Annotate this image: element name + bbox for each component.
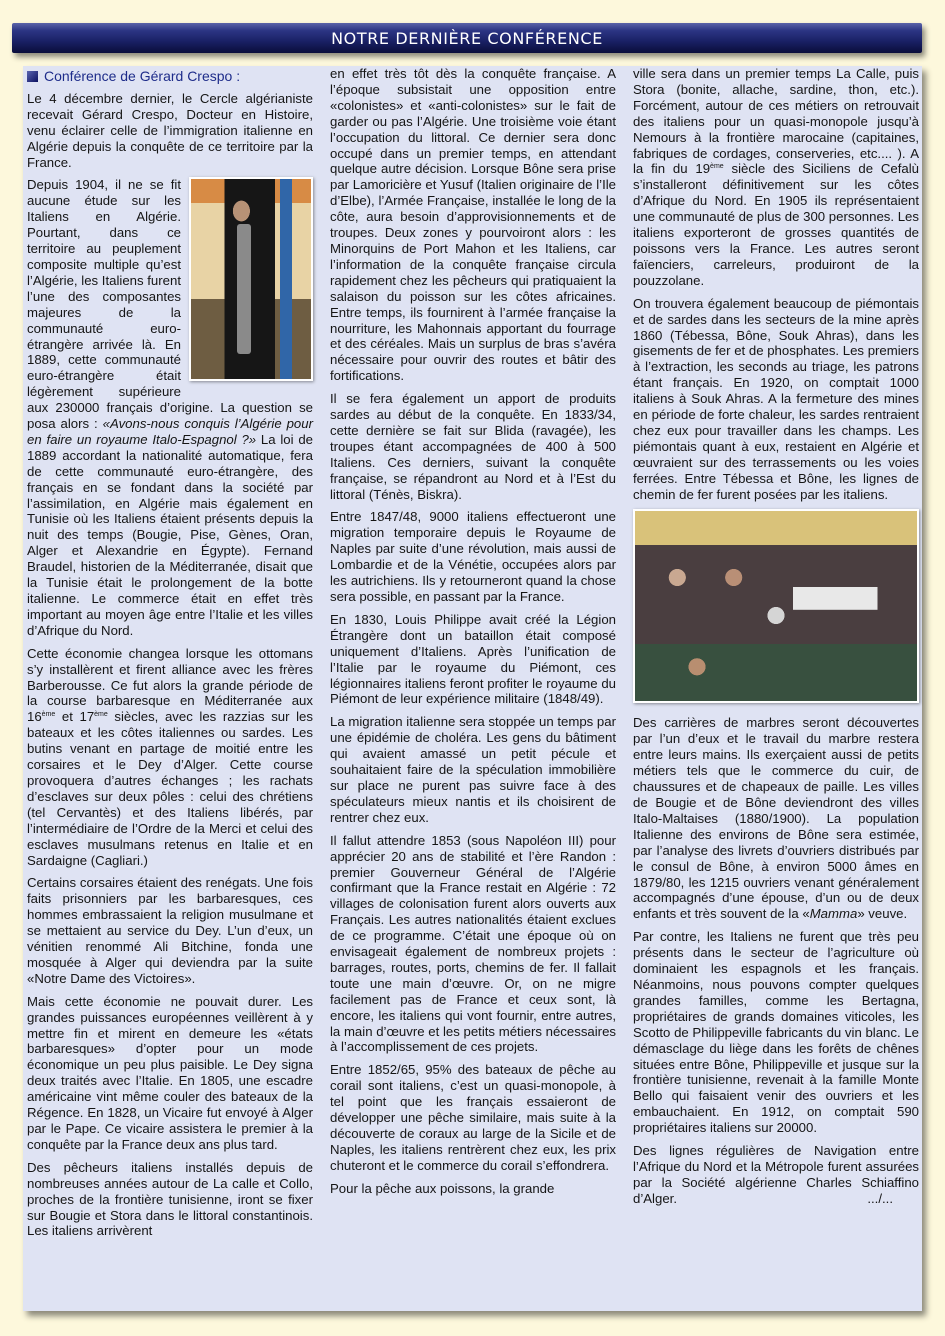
paragraph: Des lignes régulières de Navigation entre l’Afrique du Nord et la Métropole furent assurées par la Société algérienne Charles Schiaffino d’Alger. .../...	[633, 1143, 919, 1206]
article-column-1	[27, 66, 313, 1246]
article-column-3	[633, 66, 919, 1214]
section-heading	[27, 69, 313, 85]
page-title: NOTRE DERNIÈRE CONFÉRENCE	[331, 28, 603, 48]
article-panel	[23, 66, 922, 1311]
paragraph: Par contre, les Italiens ne furent que très peu présents dans le secteur de l’agriculture où dominaient les espagnols et les français. Néanmoins, nous pouvons compter quelques grandes familles, comme les Bertagna, propriétaires de grands domaines viticoles, les Scotto de Philippeville fabricants du vin blanc. Le démasclage du liège dans les forêts de chênes situées entre Bône, Philippeville et jusque sur la frontière tunisienne, revenait à la famille Monte Bello qui faisaient venir des ouvriers et les embauchaient. En 1912, on comptait 590 propriétaires italiens sur 20000.	[633, 929, 919, 1136]
bullet-square-icon	[27, 71, 38, 82]
paragraph: On trouvera également beaucoup de piémontais et de sardes dans les secteurs de la mine après 1860 (Tébessa, Bône, Souk Ahras), dans les gisements de fer et de phosphates. Les premiers à l’extraction, les seconds au triage, les patrons étant français. En 1920, on comptait 1000 italiens à Souk Ahras. A la fermeture des mines en période de forte chaleur, les sardes rentraient chez eux pour travailler dans les champs. Les piémontais quant à eux, restaient en Algérie et œuvraient sur des terrassements ou les voies ferrées. Entre Tébessa et Bône, les lignes de chemin de fer furent posées par les italiens.	[633, 295, 919, 502]
paragraph: en effet très tôt dès la conquête française. A l’époque subsistait une opposition entre «colonistes» et «anti-colonistes» sur le fait de garder ou pas l’Algérie. Une troisième voie étant l’occupation du littoral. Ce dernier sera donc occupé dans un premier temps, en attendant quelque autre décision. Lorsque Bône sera prise par Lamoricière et Yusuf (Italien originaire de l’Ile d’Elbe), l’Armée Française, installée le long de la côte, aura besoin d’approvisionnements et de troupes. Deux zones y pourvoiront alors : les Minorquins de Port Mahon et les Italiens, car l’information de la conquête française circula rapidement chez les pêcheurs qui pratiquaient la salaison du poisson sur les côtes africaines. Entre temps, ils fournirent à l’armée française la nourriture, les Mahonnais apportant du fourrage et des céréales. Mais un surplus de bras s’avéra nécessaire pour ouvrir des routes et bâtir des fortifications.	[330, 66, 616, 384]
paragraph: Pour la pêche aux poissons, la grande	[330, 1180, 555, 1196]
paragraph: Des pêcheurs italiens installés depuis de nombreuses années autour de La calle et Collo, proches de la frontière tunisienne, iront se fixer sur Bougie et Stora dans le littoral constantinois. Les italiens arrivèrent	[27, 1159, 313, 1239]
paragraph: Entre 1847/48, 9000 italiens effectueront une migration temporaire depuis le Royaume de Naples par suite d’une révolution, mais aussi de Lombardie et de la Vénétie, occupées alors par les autrichiens. Ils y retourneront quand la chose sera possible, en passant par la France.	[330, 509, 616, 604]
continued-marker: .../...	[867, 1190, 893, 1206]
paragraph: Des carrières de marbres seront découvertes par l’un d’eux et le travail du marbre restera entre leurs mains. Ils exerçaient aussi de petits métiers tels que le commerce du cuir, de chaussures et de chapeaux de paille. Les villes de Bougie et de Bône deviendront des villes Italo-Maltaises (1880/1900). La population Italienne des environs de Bône sera estimée, par l’analyse des livrets d’ouvriers distribués par le consul de Bône, à environ 5000 âmes en 1879/80, les 1215 ouvriers venant généralement accompagnés d’une épouse, d’un ou de deux enfants et très souvent de la «Mamma» veuve.	[633, 715, 919, 922]
paragraph: En 1830, Louis Philippe avait créé la Légion Étrangère dont un bataillon était composé uniquement d’Italiens. Après l’unification de l’Italie par le royaume du Piémont, ces légionnaires italiens feront profiter le royaume du Piémont de leur expérience militaire (1848/49).	[330, 611, 616, 707]
page-banner	[12, 23, 922, 53]
paragraph: Il se fera également un apport de produits sardes au début de la conquête. En 1833/34, cette dernière se fait sur Blida (ravagée), les troupes étant accompagnées de 400 à 500 Italiens. Ces derniers, suivant la conquête française, se répandront au Nord et à l’Est du littoral (Ténès, Biskra).	[330, 391, 616, 502]
article-column-2	[330, 66, 616, 1204]
paragraph: La migration italienne sera stoppée un temps par une épidémie de choléra. Les gens du bâtiment qui avaient amassé un petit pécule et souhaitaient faire de la spéculation immobilière sur place ne purent pas suivre face à des spéculateurs mieux nantis et ils choisirent de rentrer chez eux.	[330, 714, 616, 825]
paragraph: Depuis 1904, il ne se fit aucune étude sur les Italiens en Algérie. Pourtant, dans ce territoire au peuplement composite multiple qu’est l’Algérie, les Italiens furent l’une des composantes majeures de la communauté euro-étrangère arrivée là. En 1889, cette communauté euro-étrangère était légèrement supérieure aux 230000 français d’origine. La question se posa alors : «Avons-nous conquis l’Algérie pour en faire un royaume Italo-Espagnol ?» La loi de 1889 accordant la nationalité automatique, fera de cette communauté euro-étrangère, des français en se fondant dans la société par l’assimilation, en Algérie mais également en Tunisie où les Italiens étaient présents depuis la nuit des temps (Bougie, Pise, Gènes, Oran, Alger et Alexandrie en Égypte). Fernand Braudel, historien de la Méditerranée, disait que la Tunisie était le prolongement de la botte italienne. Le commerce était en effet très important au moyen âge entre l’Italie et les villes d’Afrique du Nord.	[27, 177, 313, 638]
paragraph: Certains corsaires étaient des renégats. Une fois faits prisonniers par les barbaresques, ces hommes embrassaient la religion musulmane et se mettaient au service du Dey. L’un d’eux, un vénitien renommé Ali Bitchine, fonda une mosquée à Alger qui deviendra par la suite «Notre Dame des Victoires».	[27, 875, 313, 986]
paragraph: Entre 1852/65, 95% des bateaux de pêche au corail sont italiens, c’est un quasi-monopole, à tel point que les français essaieront de développer une pêche similaire, mais suite à la découverte de coraux au large de la Sicile et de Naples, les italiens rentrèrent chez eux, les prix chuteront et le commerce du corail s’effondrera.	[330, 1062, 616, 1173]
section-title: Conférence de Gérard Crespo :	[44, 68, 241, 84]
paragraph: Le 4 décembre dernier, le Cercle algérianiste recevait Gérard Crespo, Docteur en Histoire, venu éclairer celle de l’immigration italienne en Algérie depuis la conquête de ce territoire par la France.	[27, 90, 313, 170]
paragraph: Il fallut attendre 1853 (sous Napoléon III) pour apprécier 20 ans de stabilité et l’ère Randon : premier Gouverneur Général de l’Algérie confirmant que la France restait en Algérie : 72 villages de colonisation furent alors ouverts aux Français. Les autres nationalités étaient exclues de ce programme. C’était une époque où on envisageait également de nombreux projets : barrages, routes, ports, chemins de fer. Il fallait toute une main d’œuvre. Or, on ne migre facilement pas de France et ceux sont, là encore, les italiens qui vont fournir, entre autres, la main d’œuvre et les petits métiers nécessaires à l’accomplissement de ces projets.	[330, 832, 616, 1055]
paragraph: Mais cette économie ne pouvait durer. Les grandes puissances européennes veillèrent à y mettre fin et mirent en demeure les «états barbaresques» d’opter pour un mode économique un peu plus paisible. Le Dey signa deux traités avec l’Italie. En 1805, une escadre américaine vint même couler des bateaux de la Régence. En 1828, un Vicaire fut envoyé à Alger par le Pape. Ce vicaire assistera le premier à la conquête par la France deux ans plus tard.	[27, 993, 313, 1152]
paragraph: ville sera dans un premier temps La Calle, puis Stora (bonite, allache, sardine, thon, etc.). Forcément, autour de ces métiers on retrouvait des italiens pour un quasi-monopole jusqu’à Nemours à la frontière marocaine (capitaines, fabriques de cordages, conserveries, etc.... ). A la fin du 19ème siècle des Siciliens de Cefalù s’installeront définitivement sur les côtes d’Afrique du Nord. En 1905 ils représentaient une communauté de plus de 300 personnes. Les italiens exporteront de grosses quantités de poissons vers la France. Les autres seront faïenciers, carreleurs, produiront de la pouzzolane.	[633, 66, 919, 288]
paragraph: Cette économie changea lorsque les ottomans s’y installèrent et firent alliance avec les frères Barberousse. Ce fut alors la grande période de la course barbaresque en Méditerranée aux 16ème et 17ème siècles, avec les razzias sur les bateaux et les côtes italiennes ou sardes. Les butins venant en partage de moitié entre les corsaires et le Dey d’Alger. Cette course provoquera d’autres échanges ; les rachats d’esclaves sur deux pôles : celui des chrétiens (tel Cervantès) et des Italiens libérés, par l’intermédiaire de l’Ordre de la Merci et celui des esclaves musulmans retenus en Italie et en Sardaigne (Cagliari.)	[27, 645, 313, 868]
speaker-scarf	[237, 224, 251, 354]
audience-photo	[633, 509, 919, 703]
speaker-photo	[189, 177, 313, 381]
quote: «Avons-nous conquis l’Algérie pour en faire un royaume Italo-Espagnol ?»	[27, 416, 313, 447]
